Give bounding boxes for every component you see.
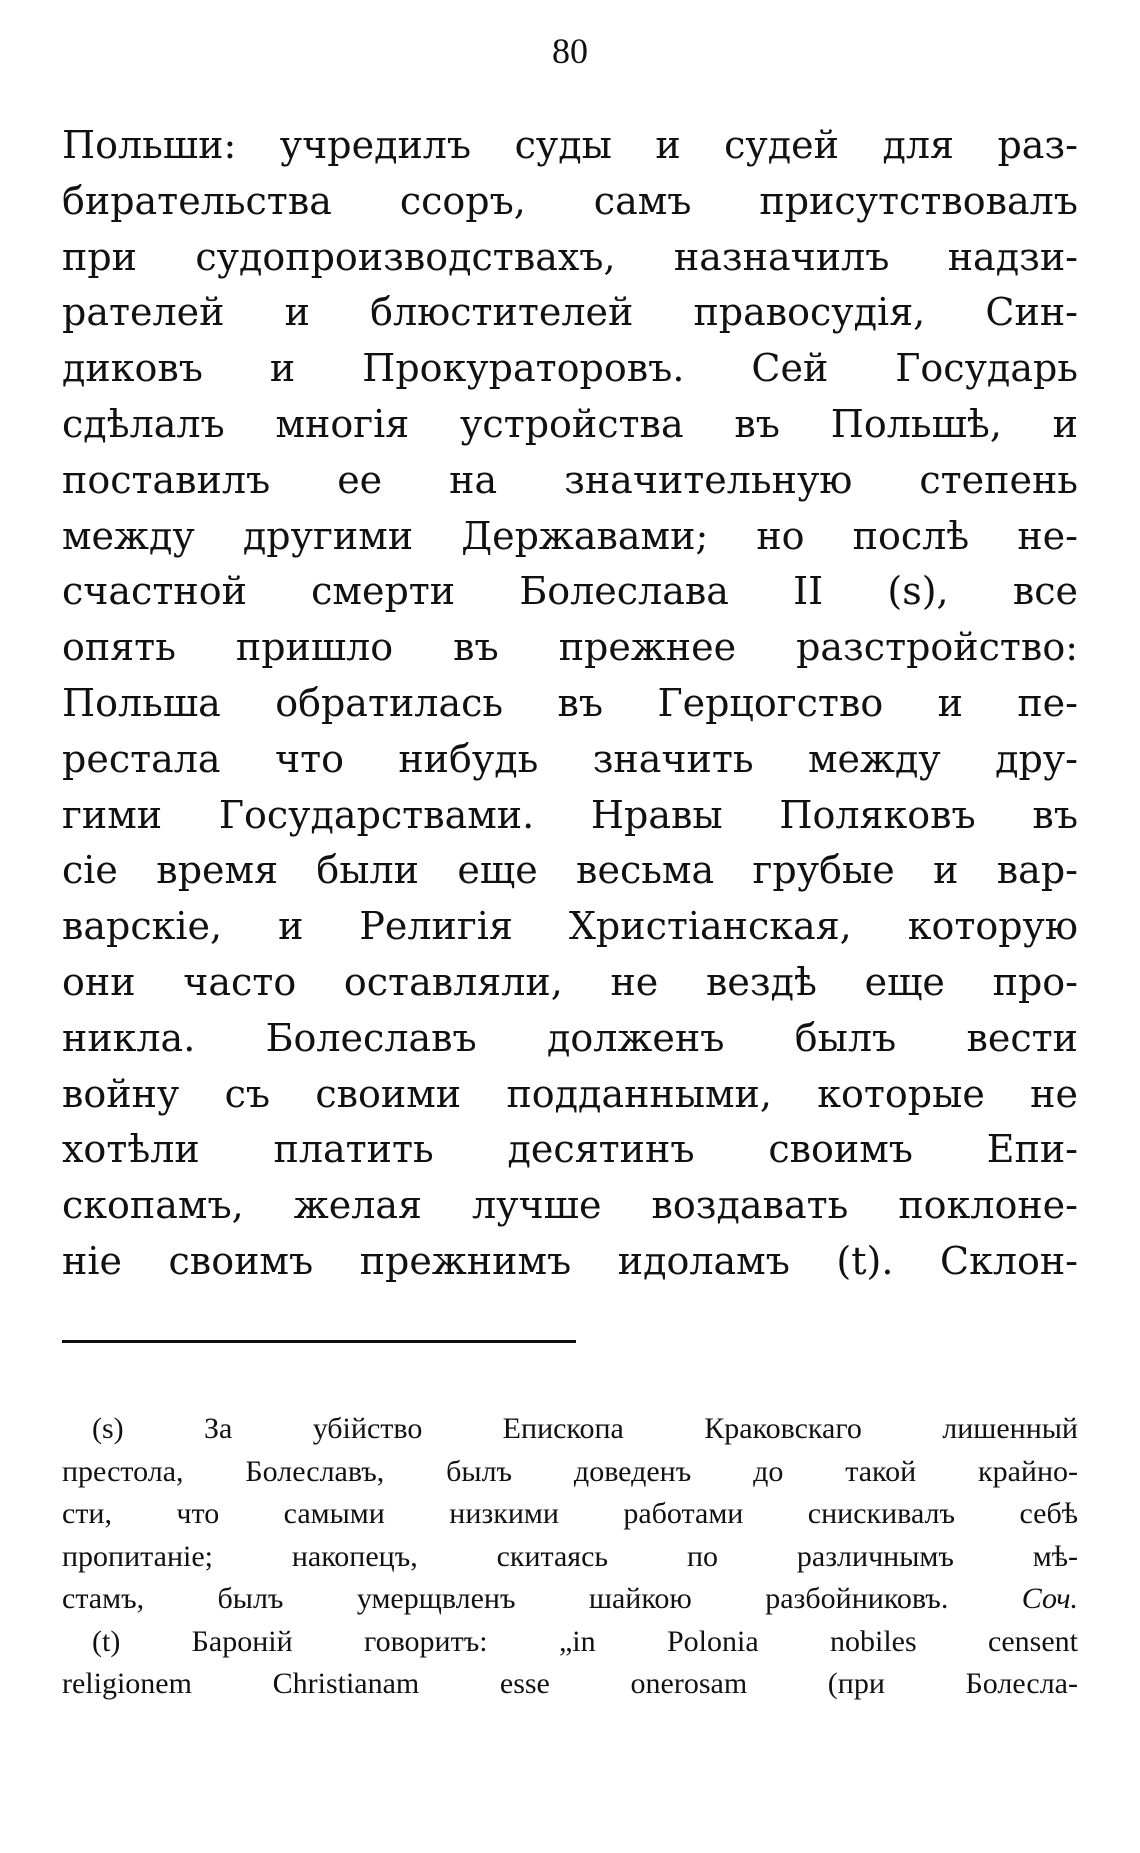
text-line: они часто оставляли, не вездѣ еще про- [62,959,1078,1004]
footnote-s-line: престола, Болеславъ, былъ доведенъ до такой крайно- [62,1454,1078,1488]
text-line: счастной смерти Болеслава II (s), все [62,569,1078,614]
footnote-s-line: (s) За убійство Епископа Краковскаго лишенный [92,1412,1078,1445]
text-line: бирательства ссоръ, самъ присутствовалъ [62,178,1078,223]
text-line: скопамъ, желая лучше воздавать поклоне- [62,1183,1078,1228]
footnote-t-line: (t) Бароній говоритъ: „in Polonia nobiles censent [92,1624,1078,1658]
text-line: диковъ и Прокураторовъ. Сей Государь [62,346,1078,391]
text-line: рестала что нибудь значить между дру- [62,736,1078,781]
text-line: между другими Державами; но послѣ не- [62,513,1078,558]
text-line: поставилъ ее на значительную степень [62,457,1078,502]
footnote-divider [62,1340,576,1343]
footnote-s-last-line [62,1578,1078,1621]
main-text [62,118,1078,1290]
text-line: сдѣлалъ многія устройства въ Польшѣ, и [62,401,1078,446]
footnote-s-text: стамъ, былъ умерщвленъ шайкою разбойниковъ. [62,1582,949,1615]
text-line: опять пришло въ прежнее разстройство: [62,625,1078,670]
text-line: ніе своимъ прежнимъ идоламъ (t). Склон- [62,1238,1078,1283]
footnote-s-line: сти, что самыми низкими работами снискивалъ себѣ [62,1497,1078,1530]
footnote-s-line: пропитаніе; накопецъ, скитаясь по различнымъ мѣ- [62,1539,1078,1573]
text-line: варскіе, и Религія Христіанская, которую [62,904,1078,949]
text-line: сіе время были еще весьма грубые и вар- [62,848,1078,893]
text-line: никла. Болеславъ долженъ былъ вести [62,1015,1078,1060]
page-number: 80 [552,31,588,71]
text-line: Польша обратилась въ Герцогство и пе- [62,680,1078,725]
text-line: рателей и блюстителей правосудія, Син- [62,290,1078,335]
text-line: хотѣли платить десятинъ своимъ Епи- [62,1127,1078,1172]
footnote-t-line: religionem Christianam esse onerosam (при Болесла- [62,1667,1078,1700]
footnotes [62,1408,1078,1706]
text-line: Польши: учредилъ суды и судей для раз- [62,123,1078,167]
text-line: при судопроизводствахъ, назначилъ надзи- [62,234,1078,279]
footnote-s-signature: Соч. [1021,1582,1078,1615]
text-line: гими Государствами. Нравы Поляковъ въ [62,792,1078,837]
text-line: войну съ своими подданными, которые не [62,1071,1078,1116]
